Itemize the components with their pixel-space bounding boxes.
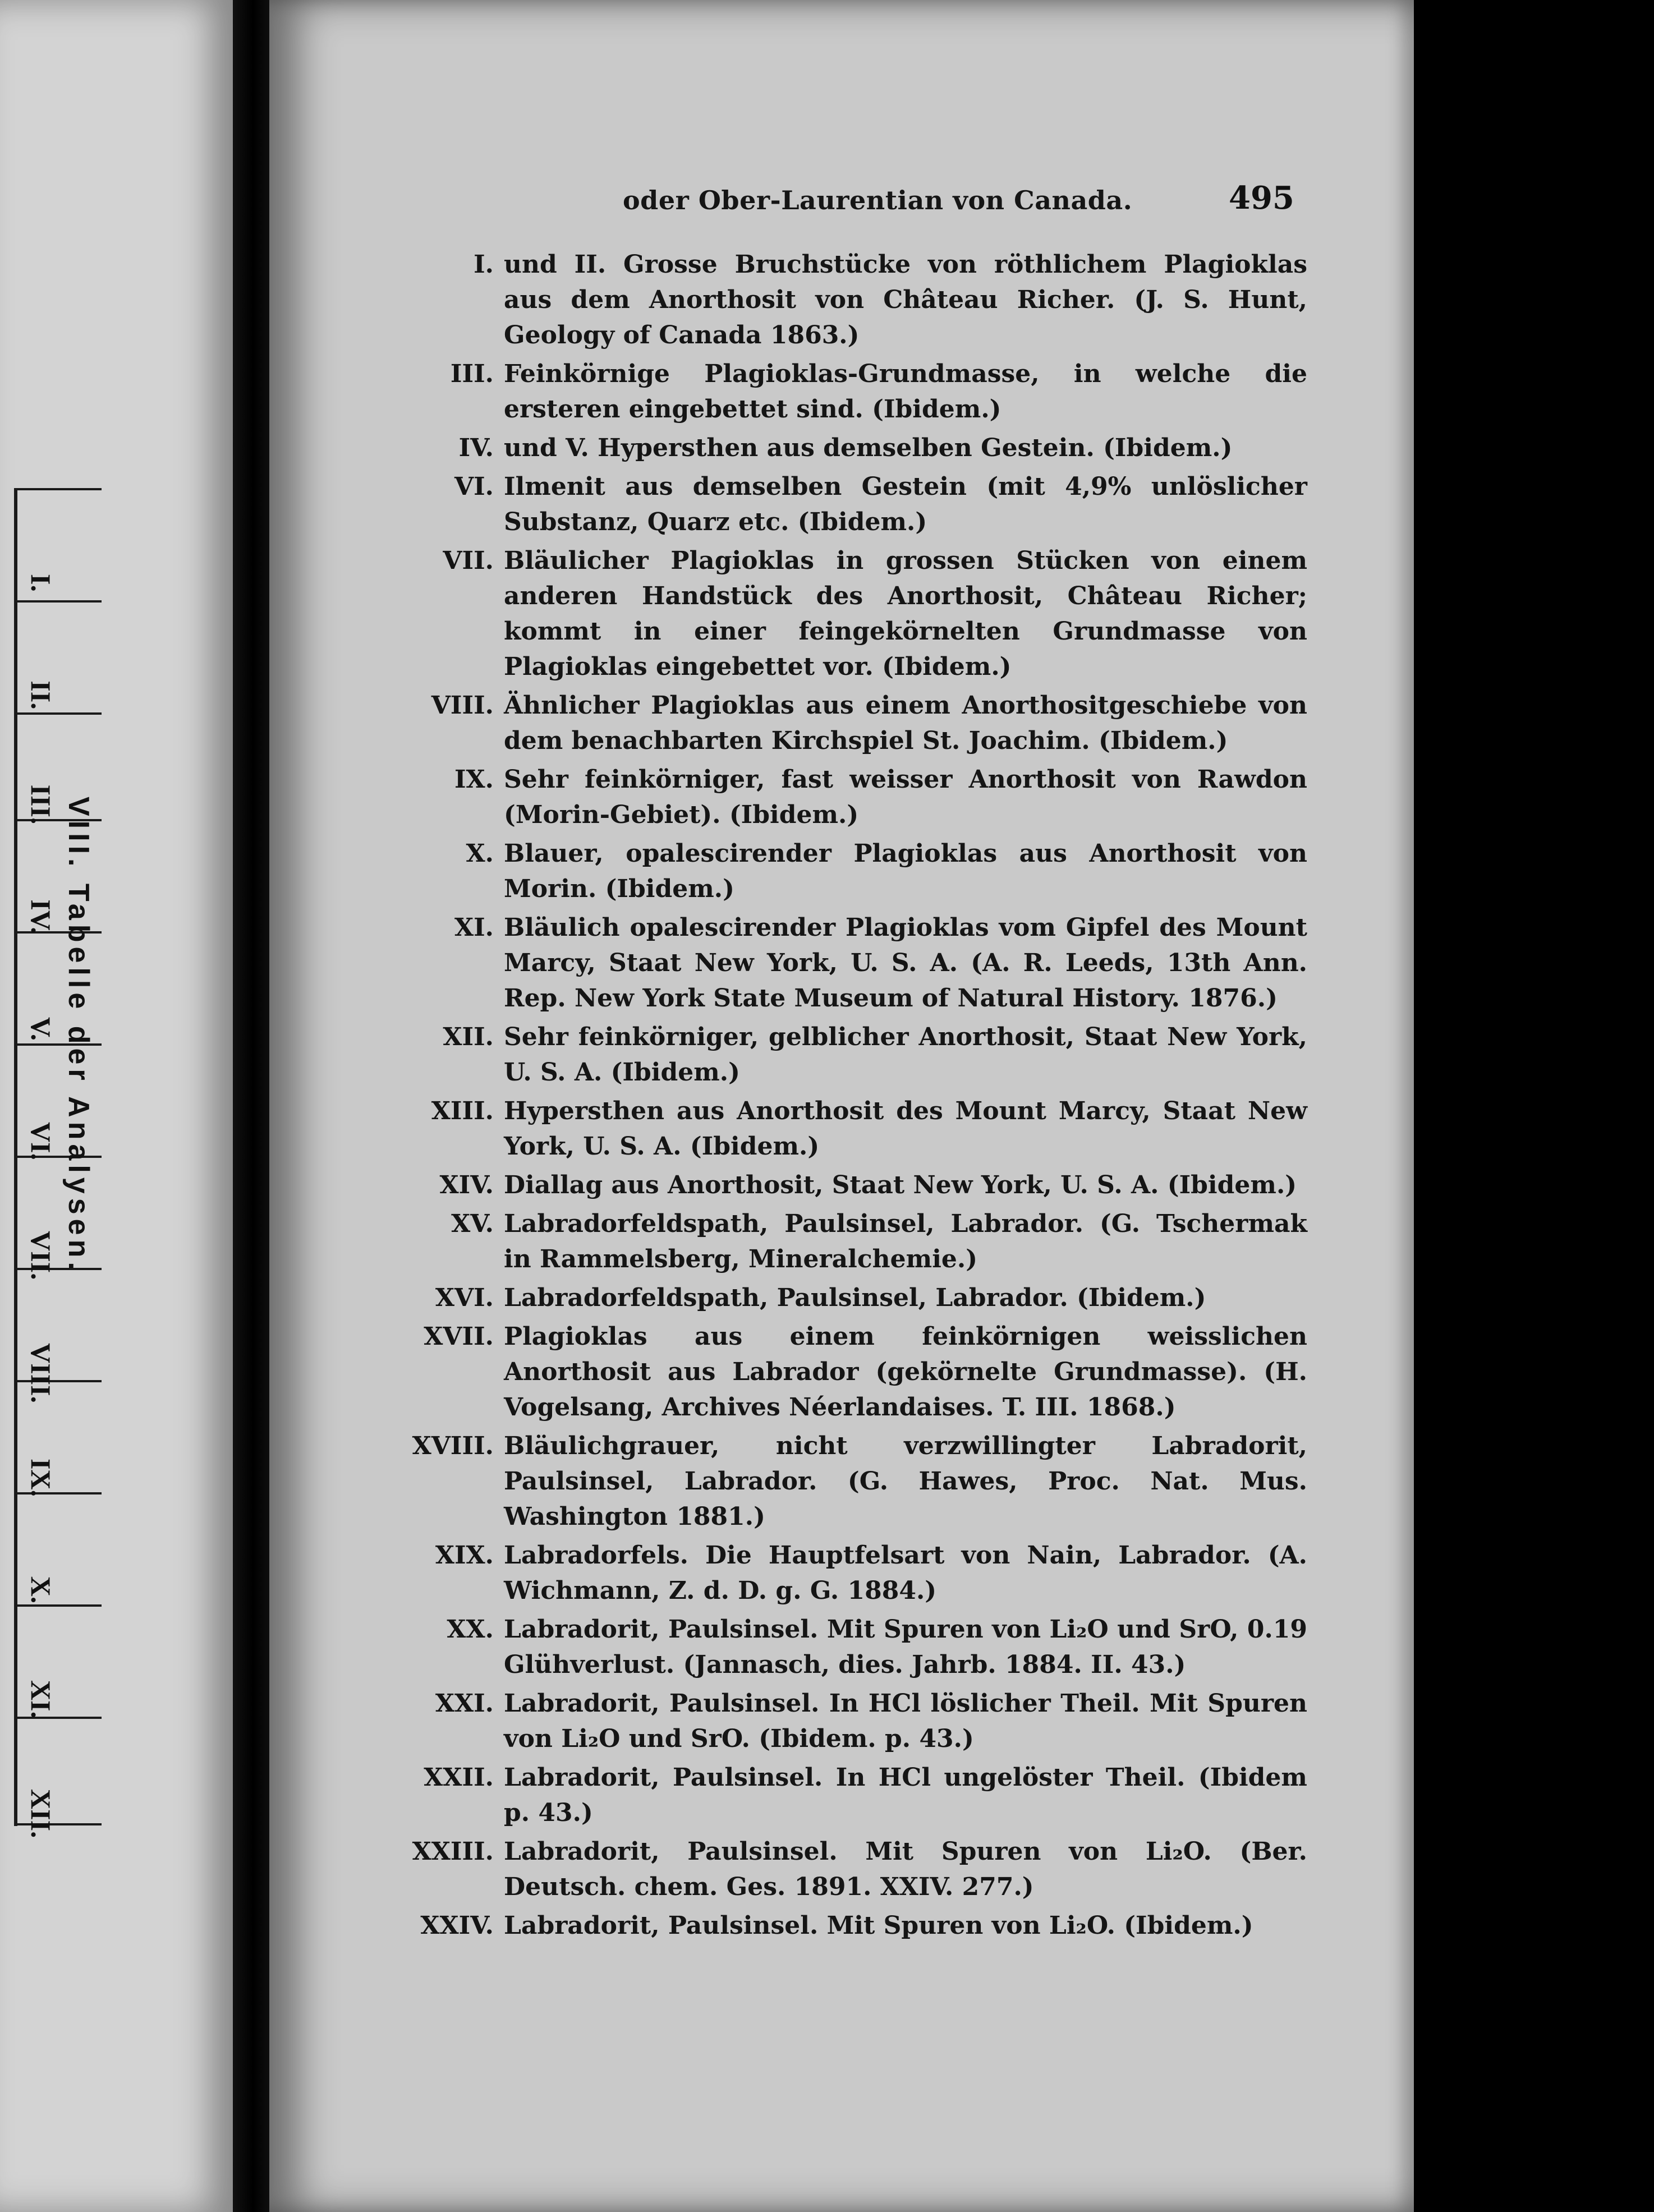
note-numeral: I. (474, 250, 494, 279)
note-numeral: VI. (454, 472, 494, 501)
note-text: Ähnlicher Plagioklas aus einem Anorthositgeschiebe von dem benachbarten Kirchspiel St. Joachim. (Ibidem.) (504, 691, 1307, 755)
column-header: I. (25, 574, 57, 592)
note-text: Bläulich opalescirender Plagioklas vom Gipfel des Mount Marcy, Staat New York, U. S. A. (A. R. Leeds, 13th Ann. Rep. New York State Museum of Natural History. 1876.) (504, 913, 1307, 1013)
note-numeral: XXI. (435, 1689, 494, 1718)
analysis-note (387, 543, 1307, 684)
analysis-note (387, 1206, 1307, 1277)
note-text: Hypersthen aus Anorthosit des Mount Marcy, Staat New York, U. S. A. (Ibidem.) (504, 1097, 1307, 1161)
analysis-note (387, 1280, 1307, 1316)
note-numeral: III. (450, 360, 494, 388)
note-numeral: XV. (451, 1210, 494, 1238)
analysis-note (387, 1428, 1307, 1534)
note-text: und V. Hypersthen aus demselben Gestein. (Ibidem.) (504, 434, 1233, 462)
column-header: V. (25, 1017, 57, 1041)
table-rule (17, 488, 102, 490)
note-text: Labradorfels. Die Hauptfelsart von Nain, Labrador. (A. Wichmann, Z. d. D. g. G. 1884.) (504, 1541, 1307, 1605)
analysis-note (387, 1319, 1307, 1425)
table-column-headers (14, 494, 65, 1838)
note-numeral: XVII. (424, 1322, 494, 1351)
note-text: Bläulicher Plagioklas in grossen Stücken von einem anderen Handstück des Anorthosit, Château Richer; kommt in einer feingekörnelten Grundmasse von Plagioklas eingebettet vor. (Ibidem.) (504, 546, 1307, 681)
note-numeral: XIII. (431, 1097, 494, 1125)
note-numeral: XI. (454, 913, 494, 942)
analysis-note (387, 688, 1307, 758)
note-numeral: XVI. (435, 1284, 494, 1312)
note-numeral: XVIII. (412, 1432, 494, 1460)
column-header: II. (25, 680, 57, 710)
scan-border (1414, 0, 1654, 2212)
note-text: Labradorit, Paulsinsel. In HCl ungelöster Theil. (Ibidem p. 43.) (504, 1763, 1307, 1827)
note-text: Labradorfeldspath, Paulsinsel, Labrador. (G. Tschermak in Rammelsberg, Mineralchemie.) (504, 1210, 1307, 1273)
column-header: IX. (25, 1458, 57, 1497)
note-text: Labradorfeldspath, Paulsinsel, Labrador. (Ibidem.) (504, 1284, 1206, 1312)
analysis-note (387, 1093, 1307, 1164)
column-header: VII. (25, 1231, 57, 1280)
analysis-note (387, 1834, 1307, 1905)
analysis-note (387, 1538, 1307, 1608)
analysis-note (387, 836, 1307, 907)
note-text: Diallag aus Anorthosit, Staat New York, U. S. A. (Ibidem.) (504, 1171, 1297, 1199)
left-page (0, 0, 233, 2212)
column-header: XII. (25, 1789, 57, 1838)
note-numeral: XIV. (439, 1171, 494, 1199)
analysis-note (387, 910, 1307, 1016)
column-header: III. (25, 784, 57, 825)
analysis-note (387, 762, 1307, 833)
note-numeral: XII. (443, 1023, 494, 1051)
column-header: IV. (25, 899, 57, 934)
analysis-note (387, 1612, 1307, 1682)
note-text: Labradorit, Paulsinsel. Mit Spuren von Li₂O. (Ibidem.) (504, 1911, 1253, 1940)
analysis-note (387, 430, 1307, 466)
note-text: Labradorit, Paulsinsel. In HCl löslicher Theil. Mit Spuren von Li₂O und SrO. (Ibidem. p. 43.) (504, 1689, 1307, 1753)
note-text: Blauer, opalescirender Plagioklas aus Anorthosit von Morin. (Ibidem.) (504, 839, 1307, 903)
page-number: 495 (1229, 180, 1294, 217)
column-header: VI. (25, 1121, 57, 1161)
analysis-note (387, 1686, 1307, 1756)
note-text: Sehr feinkörniger, gelblicher Anorthosit, Staat New York, U. S. A. (Ibidem.) (504, 1023, 1307, 1087)
analysis-notes (387, 247, 1307, 1947)
analysis-note (387, 356, 1307, 427)
note-numeral: VIII. (431, 691, 494, 720)
column-header: VIII. (25, 1343, 57, 1403)
column-header: X. (25, 1576, 57, 1604)
note-text: Feinkörnige Plagioklas-Grundmasse, in welche die ersteren eingebettet sind. (Ibidem.) (504, 360, 1307, 424)
analysis-note (387, 1019, 1307, 1090)
note-text: Labradorit, Paulsinsel. Mit Spuren von Li₂O. (Ber. Deutsch. chem. Ges. 1891. XXIV. 277.) (504, 1837, 1307, 1901)
note-text: Plagioklas aus einem feinkörnigen weisslichen Anorthosit aus Labrador (gekörnelte Grundmasse). (H. Vogelsang, Archives Néerlandaises. T. III. 1868.) (504, 1322, 1307, 1422)
table-title: VIII. Tabelle der Analysen. (62, 797, 95, 1275)
note-text: Labradorit, Paulsinsel. Mit Spuren von Li₂O und SrO, 0.19 Glühverlust. (Jannasch, dies. Jahrb. 1884. II. 43.) (504, 1615, 1307, 1679)
note-numeral: XIX. (435, 1541, 494, 1570)
note-numeral: XXIII. (412, 1837, 494, 1866)
note-text: Sehr feinkörniger, fast weisser Anorthosit von Rawdon (Morin-Gebiet). (Ibidem.) (504, 765, 1307, 829)
analysis-note (387, 1760, 1307, 1831)
note-numeral: IV. (458, 434, 494, 462)
note-numeral: XXIV. (420, 1911, 494, 1940)
analysis-note (387, 1908, 1307, 1943)
running-head: oder Ober-Laurentian von Canada. (623, 185, 1133, 215)
note-numeral: XXII. (424, 1763, 494, 1792)
analysis-note (387, 247, 1307, 353)
analysis-note (387, 469, 1307, 540)
note-numeral: IX. (454, 765, 494, 794)
note-text: und II. Grosse Bruchstücke von röthlichem Plagioklas aus dem Anorthosit von Château Richer. (J. S. Hunt, Geology of Canada 1863.) (504, 250, 1307, 349)
note-text: Bläulichgrauer, nicht verzwillingter Labradorit, Paulsinsel, Labrador. (G. Hawes, Proc. Nat. Mus. Washington 1881.) (504, 1432, 1307, 1531)
note-numeral: VII. (443, 546, 494, 575)
analysis-note (387, 1167, 1307, 1203)
note-text: Ilmenit aus demselben Gestein (mit 4,9% unlöslicher Substanz, Quarz etc. (Ibidem.) (504, 472, 1307, 536)
note-numeral: XX. (447, 1615, 494, 1644)
note-numeral: X. (466, 839, 494, 868)
column-header: XI. (25, 1680, 57, 1719)
